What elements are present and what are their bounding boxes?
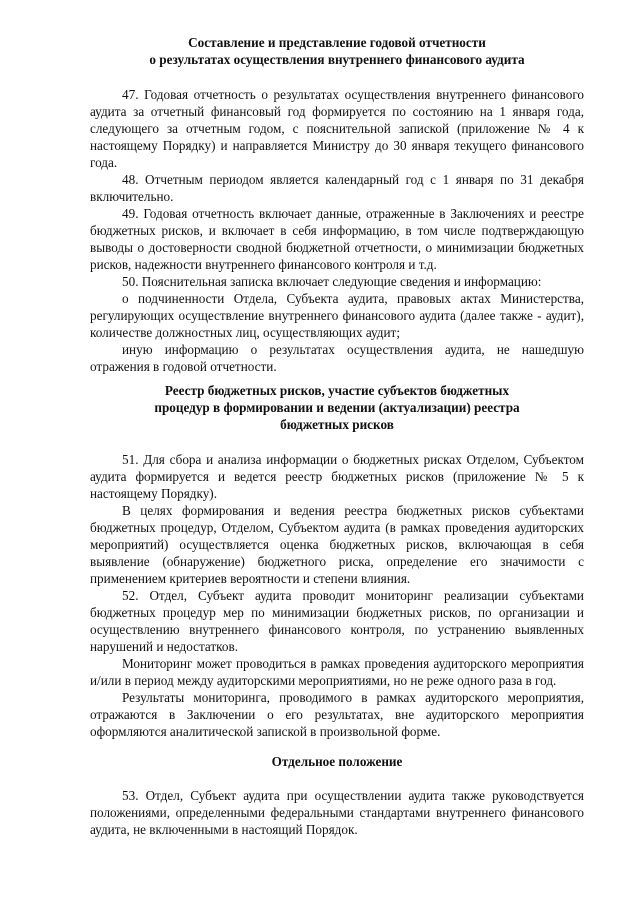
section-separate-provision	[90, 753, 584, 770]
paragraph: 49. Годовая отчетность включает данные, отраженные в Заключениях и реестре бюджетных рисков, и включает в себя информацию, в том числе подтверждающую выводы о достоверности сводной бюджетной отчетности, о минимизации бюджетных рисков, надежности внутреннего финансового контроля и т.д.	[90, 206, 584, 272]
section-risk-register-body	[90, 451, 584, 740]
heading-line: о результатах осуществления внутреннего финансового аудита	[149, 52, 525, 67]
paragraph: 53. Отдел, Субъект аудита при осуществлении аудита также руководствуется положениями, определенными федеральными стандартами внутреннего финансового аудита, не включенными в настоящий Порядок.	[90, 788, 584, 837]
paragraph: 48. Отчетным периодом является календарный год с 1 января по 31 декабря включительно.	[90, 172, 584, 204]
section-separate-provision-body	[90, 787, 584, 838]
paragraph: 47. Годовая отчетность о результатах осуществления внутреннего финансового аудита за отчетный финансовый год формируется по состоянию на 1 января года, следующего за отчетным годом, с пояснительной запиской (приложение № 4 к настоящему Порядку) и направляется Министру до 30 января текущего финансового года.	[90, 87, 584, 170]
heading-line: бюджетных рисков	[280, 417, 394, 432]
paragraph: Результаты мониторинга, проводимого в рамках аудиторского мероприятия, отражаются в Заключении о его результатах, вне аудиторского мероприятия оформляются аналитической запиской в произвольной форме.	[90, 690, 584, 739]
heading-line: Отдельное положение	[271, 754, 403, 769]
paragraph: о подчиненности Отдела, Субъекта аудита, правовых актах Министерства, регулирующих осуществление внутреннего финансового аудита (далее также - аудит), количестве должностных лиц, осуществляющих аудит;	[90, 291, 584, 340]
section-heading	[90, 753, 584, 770]
heading-line: процедур в формировании и ведении (актуализации) реестра	[154, 400, 520, 415]
section-heading	[90, 34, 584, 68]
heading-line: Реестр бюджетных рисков, участие субъектов бюджетных	[164, 383, 510, 398]
section-reporting	[90, 34, 584, 68]
paragraph: Мониторинг может проводиться в рамках проведения аудиторского мероприятия и/или в период между аудиторскими мероприятиями, но не реже одного раза в год.	[90, 656, 584, 688]
paragraph: 50. Пояснительная записка включает следующие сведения и информацию:	[122, 274, 542, 289]
section-risk-register	[90, 382, 584, 433]
section-heading	[90, 382, 584, 433]
heading-line: Составление и представление годовой отчетности	[188, 35, 486, 50]
paragraph: В целях формирования и ведения реестра бюджетных рисков субъектами бюджетных процедур, Отделом, Субъектом аудита (в рамках проведения аудиторских мероприятий) осуществляется оценка бюджетных рисков, включающая в себя выявление (обнаружение) бюджетного риска, определение его значимости с применением критериев вероятности и степени влияния.	[90, 503, 584, 586]
section-reporting-body	[90, 86, 584, 375]
paragraph: иную информацию о результатах осуществления аудита, не нашедшую отражения в годовой отчетности.	[90, 342, 584, 374]
paragraph: 51. Для сбора и анализа информации о бюджетных рисках Отделом, Субъектом аудита формируется и ведется реестр бюджетных рисков (приложение № 5 к настоящему Порядку).	[90, 452, 584, 501]
paragraph: 52. Отдел, Субъект аудита проводит мониторинг реализации субъектами бюджетных процедур мер по минимизации бюджетных рисков, по организации и осуществлению внутреннего финансового контроля, по устранению выявленных нарушений и недостатков.	[90, 588, 584, 654]
